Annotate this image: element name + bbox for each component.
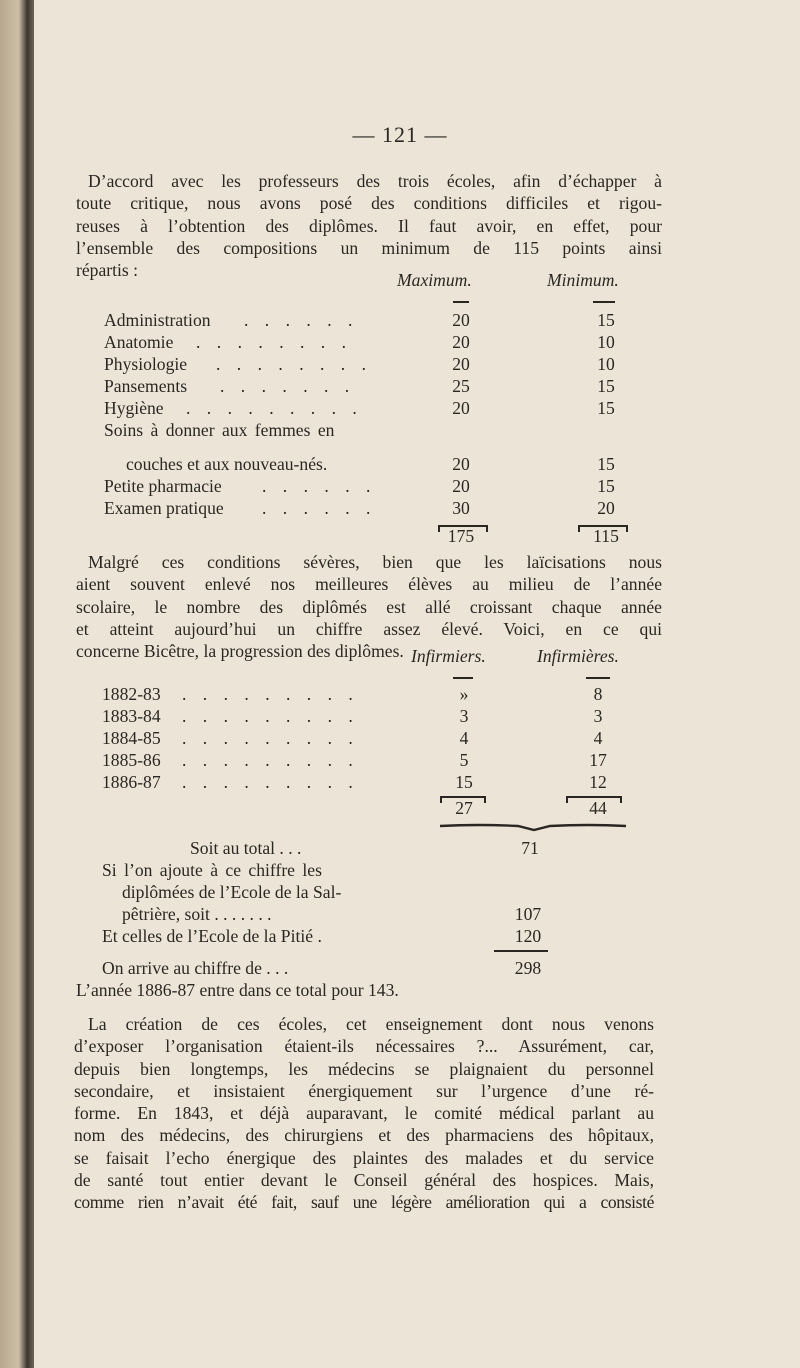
text-line: D’accord avec les professeurs des trois écoles, afin d’échapper à	[88, 171, 662, 191]
text-line: nom des médecins, des chirurgiens et des pharmaciens des hôpitaux,	[74, 1125, 654, 1146]
leader-dots: . . . . . . . .	[196, 332, 352, 352]
header-dash	[453, 301, 469, 303]
infirmieres-value: 17	[589, 750, 607, 770]
max-value: 20	[452, 476, 470, 496]
sum-rule-tick	[620, 796, 622, 803]
salpetriere-value: 107	[514, 904, 542, 924]
leader-dots: . . . . . . . . .	[182, 772, 359, 792]
text-line: reuses à l’obtention des diplômes. Il faut avoir, en effet, pour	[76, 215, 662, 236]
subject-label: Hygiène	[104, 398, 164, 418]
book-binding-edge	[0, 0, 34, 1368]
sum-rule-tick	[484, 796, 486, 803]
pitie-label: Et celles de l’Ecole de la Pitié .	[102, 926, 322, 946]
subject-label: Examen pratique	[104, 498, 224, 518]
text-line: Si l’on ajoute à ce chiffre les	[102, 860, 322, 880]
leader-dots: . . . . . .	[244, 310, 359, 330]
infirmieres-value: 3	[593, 706, 603, 726]
intro-paragraph	[76, 170, 662, 281]
closing-paragraph	[74, 1013, 654, 1214]
page-number: — 121 —	[352, 122, 448, 147]
max-value: 20	[452, 354, 470, 374]
sum-rule-tick	[626, 525, 628, 532]
min-value: 10	[597, 354, 615, 374]
sum-rule-tick	[566, 796, 568, 803]
infirmieres-value: 8	[593, 684, 603, 704]
text-line: forme. En 1843, et déjà auparavant, le comité médical parlant au	[74, 1103, 654, 1124]
leader-dots: . . . . . . .	[220, 376, 356, 396]
year-label: 1882-83	[102, 684, 161, 704]
max-value: 25	[452, 376, 470, 396]
infirmieres-subtotal: 44	[589, 798, 607, 818]
subject-label: Petite pharmacie	[104, 476, 222, 496]
text-line: diplômées de l’Ecole de la Sal-	[122, 882, 342, 902]
year-note: L’année 1886-87 entre dans ce total pour 143.	[76, 980, 399, 1000]
sum-rule-tick	[438, 525, 440, 532]
min-value: 20	[597, 498, 615, 518]
max-value: 20	[452, 310, 470, 330]
infirmiers-value: 5	[459, 750, 469, 770]
subject-label: Pansements	[104, 376, 188, 396]
total-min: 115	[593, 526, 619, 546]
text-line: l’ensemble des compositions un minimum de 115 points ainsi	[76, 237, 662, 258]
text-line: comme rien n’avait été fait, sauf une légère amélioration qui a consisté	[74, 1192, 654, 1213]
text-line: de santé tout entier devant le Conseil général des hospices. Mais,	[74, 1170, 654, 1191]
text-line: La création de ces écoles, cet enseignement dont nous venons	[88, 1014, 654, 1034]
subject-label: Soins à donner aux femmes en	[104, 420, 335, 440]
infirmiers-value: 4	[459, 728, 469, 748]
header-dash	[586, 677, 610, 679]
leader-dots: . . . . . . . .	[216, 354, 372, 374]
soit-value: 71	[521, 838, 539, 858]
min-value: 10	[597, 332, 615, 352]
column-header-minimum: Minimum.	[547, 270, 619, 290]
text-line: depuis bien longtemps, les médecins se plaignaient du personnel	[74, 1058, 654, 1079]
text-line: concerne Bicêtre, la progression des diplômes.	[76, 641, 404, 662]
year-label: 1884-85	[102, 728, 161, 748]
infirmiers-value: »	[459, 684, 469, 704]
text-line: Malgré ces conditions sévères, bien que les laïcisations nous	[88, 552, 662, 572]
total-max: 175	[447, 526, 475, 546]
infirmiers-value: 3	[459, 706, 469, 726]
max-value: 20	[452, 398, 470, 418]
text-line: se faisait l’echo énergique des plaintes des malades et du service	[74, 1147, 654, 1168]
min-value: 15	[597, 454, 615, 474]
year-label: 1883-84	[102, 706, 161, 726]
text-line: aient souvent enlevé nos meilleures élèves au milieu de l’année	[76, 574, 662, 595]
min-value: 15	[597, 376, 615, 396]
max-value: 20	[452, 332, 470, 352]
sum-rule-tick	[440, 796, 442, 803]
column-header-maximum: Maximum.	[397, 270, 472, 290]
leader-dots: . . . . . .	[262, 476, 377, 496]
column-header-infirmiers: Infirmiers.	[411, 646, 486, 666]
text-line: répartis :	[76, 260, 139, 281]
min-value: 15	[597, 398, 615, 418]
header-dash	[453, 677, 473, 679]
header-dash	[593, 301, 615, 303]
sum-rule-tick	[486, 525, 488, 532]
leader-dots: . . . . . . . . .	[182, 750, 359, 770]
leader-dots: . . . . . . . . .	[182, 728, 359, 748]
subject-label: Administration	[104, 310, 211, 330]
max-value: 20	[452, 454, 470, 474]
subject-label: Physiologie	[104, 354, 188, 374]
year-label: 1885-86	[102, 750, 161, 770]
leader-dots: . . . . . . . . .	[182, 706, 359, 726]
year-label: 1886-87	[102, 772, 161, 792]
text-line: toute critique, nous avons posé des conditions difficiles et rigou-	[76, 193, 662, 214]
soit-label: Soit au total . . .	[190, 838, 302, 858]
subject-label: couches et aux nouveau-nés.	[126, 454, 328, 474]
infirmiers-subtotal: 27	[455, 798, 473, 818]
grand-total-value: 298	[514, 958, 542, 978]
infirmiers-value: 15	[455, 772, 473, 792]
text-line: d’exposer l’organisation étaient-ils nécessaires ?... Assurément, car,	[74, 1036, 654, 1057]
text-line: secondaire, et insistaient énergiquement sur l’urgence d’une ré-	[74, 1080, 654, 1101]
column-header-infirmieres: Infirmières.	[537, 646, 619, 666]
pitie-value: 120	[514, 926, 542, 946]
arrive-label: On arrive au chiffre de . . .	[102, 958, 289, 978]
min-value: 15	[597, 476, 615, 496]
max-value: 30	[452, 498, 470, 518]
min-value: 15	[597, 310, 615, 330]
sum-rule-tick	[578, 525, 580, 532]
leader-dots: . . . . . . . . .	[186, 398, 363, 418]
leader-dots: . . . . . .	[262, 498, 377, 518]
joining-brace	[438, 820, 638, 832]
text-line: scolaire, le nombre des diplômés est allé croissant chaque année	[76, 596, 662, 617]
infirmieres-value: 4	[593, 728, 603, 748]
grand-total-rule	[494, 950, 548, 952]
infirmieres-value: 12	[589, 772, 607, 792]
leader-dots: . . . . . . . . .	[182, 684, 359, 704]
subject-label: Anatomie	[104, 332, 174, 352]
text-line: pêtrière, soit . . . . . . .	[122, 904, 272, 924]
text-line: et atteint aujourd’hui un chiffre assez élevé. Voici, en ce qui	[76, 618, 662, 639]
